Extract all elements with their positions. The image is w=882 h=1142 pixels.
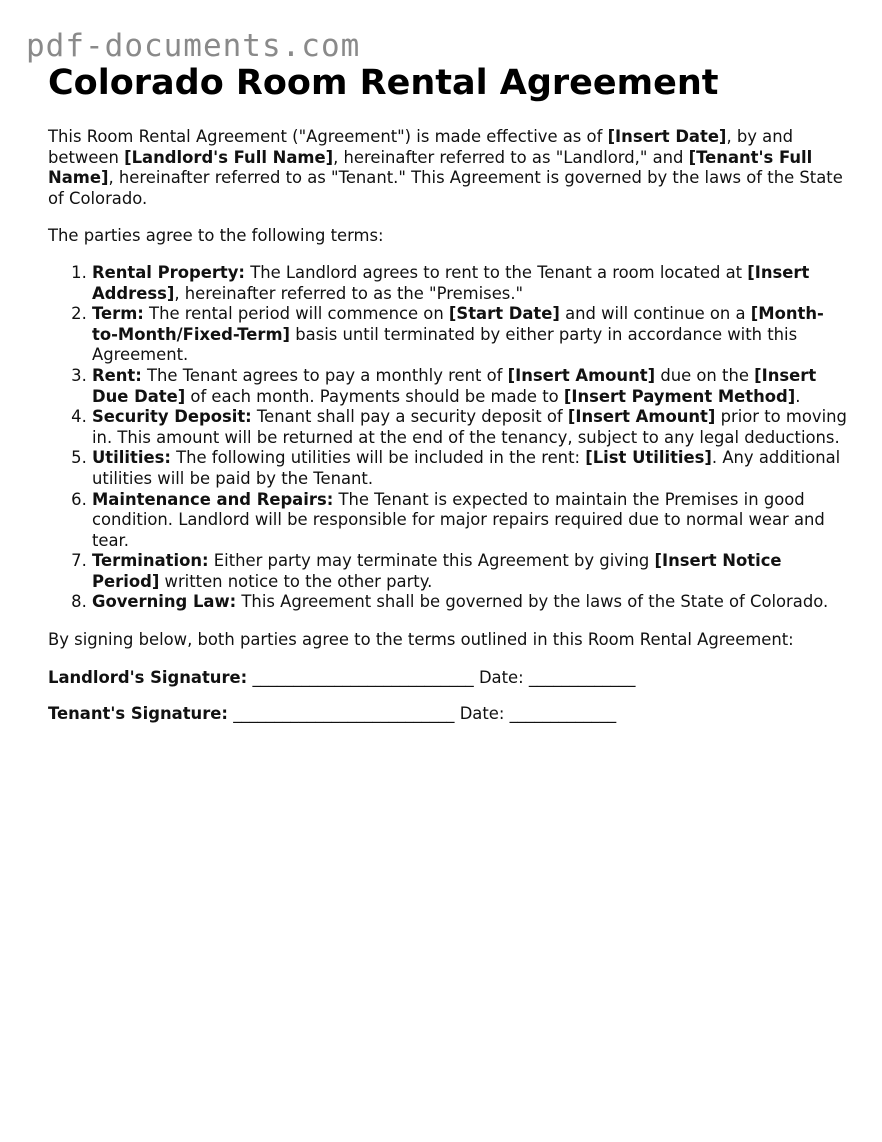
- term-text: The following utilities will be included in the rent:: [170, 448, 586, 468]
- placeholder-landlord-name: [Landlord's Full Name]: [124, 147, 334, 167]
- terms-intro: The parties agree to the following terms:: [48, 226, 384, 246]
- tenant-signature-blank[interactable]: ___________________________: [227, 704, 460, 724]
- term-text: The rental period will commence on: [143, 304, 449, 324]
- term-text: due on the: [655, 365, 755, 385]
- term-text: prior to moving in. This amount will be returned at the end of the tenancy, subject to any legal deductions.: [92, 407, 847, 447]
- placeholder-term-type: [Month-to-Month/Fixed-Term]: [92, 304, 824, 344]
- term-rental-property: [92, 263, 848, 304]
- placeholder-rent-amount: [Insert Amount]: [507, 365, 656, 385]
- placeholder-notice-period: [Insert Notice Period]: [92, 551, 782, 591]
- term-text: This Agreement shall be governed by the laws of the State of Colorado.: [236, 592, 829, 612]
- placeholder-deposit-amount: [Insert Amount]: [567, 407, 716, 427]
- term-maintenance: [92, 490, 848, 552]
- term-text: .: [795, 386, 801, 406]
- term-text: The Landlord agrees to rent to the Tenant a room located at: [245, 262, 748, 282]
- landlord-signature-blank[interactable]: ___________________________: [247, 667, 479, 687]
- placeholder-address: [Insert Address]: [92, 262, 810, 303]
- closing-paragraph: By signing below, both parties agree to the terms outlined in this Room Rental Agreement:: [48, 630, 794, 650]
- term-security-deposit: [92, 407, 848, 448]
- term-label: Rental Property:: [92, 262, 245, 282]
- term-text: of each month. Payments should be made to: [185, 386, 564, 406]
- landlord-date-blank[interactable]: _____________: [523, 667, 636, 687]
- term-text: written notice to the other party.: [159, 571, 433, 591]
- placeholder-tenant-name: [Tenant's Full Name]: [48, 147, 813, 188]
- placeholder-effective-date: [Insert Date]: [607, 127, 727, 146]
- watermark-text: pdf-documents.com: [26, 28, 361, 64]
- document-body: [48, 127, 848, 741]
- term-text: , hereinafter referred to as the "Premises.": [174, 283, 524, 303]
- term-governing-law: [92, 592, 848, 613]
- term-text: Tenant shall pay a security deposit of: [251, 407, 568, 427]
- placeholder-utilities: [List Utilities]: [585, 448, 712, 468]
- intro-text: , by and between: [48, 127, 794, 167]
- placeholder-start-date: [Start Date]: [448, 304, 560, 324]
- term-text: and will continue on a: [559, 304, 751, 324]
- intro-paragraph: [48, 127, 848, 209]
- intro-text: This Room Rental Agreement ("Agreement") is made effective as of: [48, 127, 608, 146]
- tenant-signature-label: Tenant's Signature:: [48, 704, 228, 724]
- term-label: Termination:: [92, 551, 209, 571]
- term-label: Utilities:: [92, 448, 171, 468]
- term-rent: [92, 366, 848, 407]
- intro-text: , hereinafter referred to as "Tenant." This Agreement is governed by the laws of the State of Colorado.: [48, 168, 843, 208]
- placeholder-payment-method: [Insert Payment Method]: [563, 386, 796, 406]
- terms-list: [48, 263, 848, 613]
- term-termination: [92, 551, 848, 592]
- term-text: . Any additional utilities will be paid by the Tenant.: [92, 448, 841, 488]
- term-text: Either party may terminate this Agreement by giving: [208, 551, 655, 571]
- landlord-signature-label: Landlord's Signature:: [48, 667, 248, 687]
- term-text: basis until terminated by either party in accordance with this Agreement.: [92, 324, 798, 365]
- landlord-date-label: Date:: [478, 667, 524, 687]
- landlord-signature-line: [48, 668, 848, 689]
- intro-text: , hereinafter referred to as "Landlord," and: [333, 147, 689, 167]
- document-title: Colorado Room Rental Agreement: [48, 63, 719, 103]
- tenant-date-label: Date:: [459, 704, 505, 724]
- placeholder-due-date: [Insert Due Date]: [92, 365, 817, 406]
- term-utilities: [92, 448, 848, 489]
- term-text: The Tenant is expected to maintain the Premises in good condition. Landlord will be responsible for major repairs required due to normal wear and tear.: [92, 489, 825, 550]
- term-label: Term:: [92, 304, 144, 324]
- term-label: Governing Law:: [92, 592, 237, 612]
- term-label: Rent:: [92, 365, 142, 385]
- term-label: Maintenance and Repairs:: [92, 489, 334, 509]
- term-text: The Tenant agrees to pay a monthly rent of: [141, 365, 508, 385]
- tenant-date-blank[interactable]: _____________: [504, 704, 617, 724]
- term-label: Security Deposit:: [92, 407, 252, 427]
- term-term: [92, 304, 848, 366]
- tenant-signature-line: [48, 704, 848, 725]
